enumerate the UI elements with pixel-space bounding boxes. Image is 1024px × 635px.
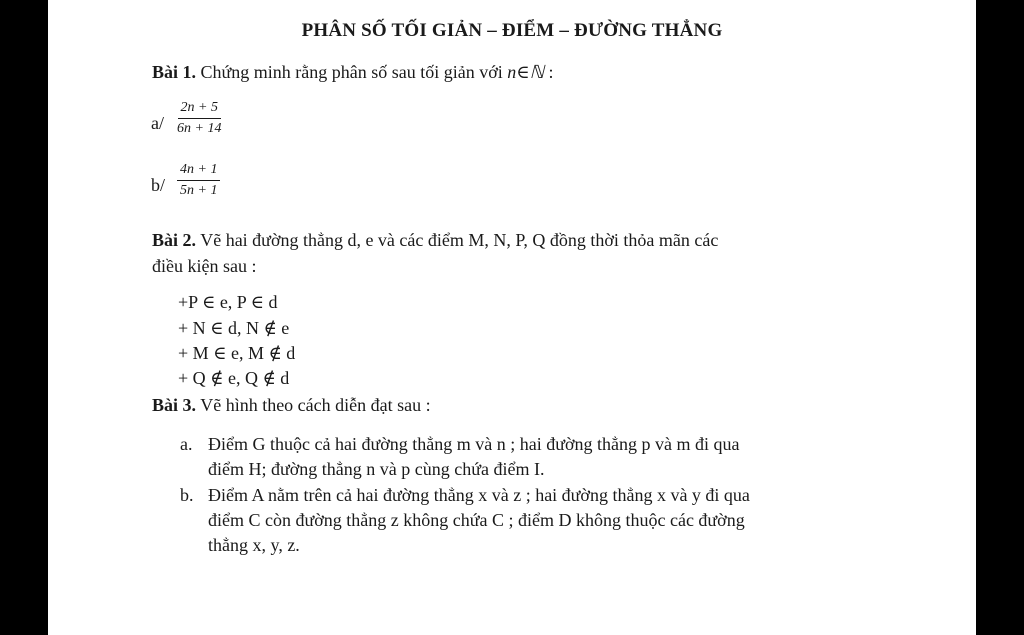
- fraction-a-numerator: 2n + 5: [178, 100, 221, 119]
- item-a-marker: a.: [180, 434, 193, 454]
- exercise-3-heading: [152, 395, 431, 416]
- exercise-3-label: Bài 3.: [152, 395, 197, 415]
- document-page: [48, 0, 976, 635]
- part-a-label: a/: [151, 113, 164, 133]
- fraction-a-denominator: 6n + 14: [177, 121, 222, 136]
- condition-item: +P ∈ e, P ∈ d: [178, 292, 278, 312]
- exercise-1-label: Bài 1.: [152, 62, 197, 82]
- condition-item: + N ∈ d, N ∉ e: [178, 318, 290, 338]
- condition-item: + M ∈ e, M ∉ d: [178, 343, 296, 363]
- exercise-2-text: Vẽ hai đường thẳng d, e và các điểm M, N, P, Q đồng thời thỏa mãn các: [200, 230, 719, 250]
- item-a-line-1: Điểm G thuộc cả hai đường thẳng m và n ; hai đường thẳng p và m đi qua: [208, 434, 740, 454]
- item-b-line-2: điểm C còn đường thẳng z không chứa C ; điểm D không thuộc các đường: [208, 510, 745, 530]
- item-b-line-1: Điểm A nằm trên cả hai đường thẳng x và z ; hai đường thẳng x và y đi qua: [208, 485, 750, 505]
- exercise-2-line-1: [152, 230, 718, 251]
- item-b-marker: b.: [180, 485, 194, 505]
- exercise-2-label: Bài 2.: [152, 230, 197, 250]
- condition-item: + Q ∉ e, Q ∉ d: [178, 368, 290, 388]
- document-title: PHÂN SỐ TỐI GIẢN – ĐIỂM – ĐƯỜNG THẲNG: [301, 20, 723, 41]
- exercise-1-text: Chứng minh rằng phân số sau tối giản với: [200, 62, 503, 82]
- exercise-1-colon: :: [548, 62, 554, 82]
- item-b-line-3: thẳng x, y, z.: [208, 535, 300, 555]
- fraction-b-denominator: 5n + 1: [180, 183, 218, 198]
- fraction-a: [174, 100, 224, 137]
- fraction-b: [177, 162, 220, 199]
- part-b-label: b/: [151, 175, 166, 195]
- exercise-1-heading: [152, 62, 554, 83]
- exercise-3-text: Vẽ hình theo cách diễn đạt sau :: [200, 395, 431, 415]
- fraction-b-numerator: 4n + 1: [177, 162, 220, 181]
- exercise-1-condition: n∈ℕ: [507, 62, 545, 82]
- exercise-2-line-2: điều kiện sau :: [152, 256, 257, 276]
- item-a-line-2: điểm H; đường thẳng n và p cùng chứa điểm I.: [208, 459, 545, 479]
